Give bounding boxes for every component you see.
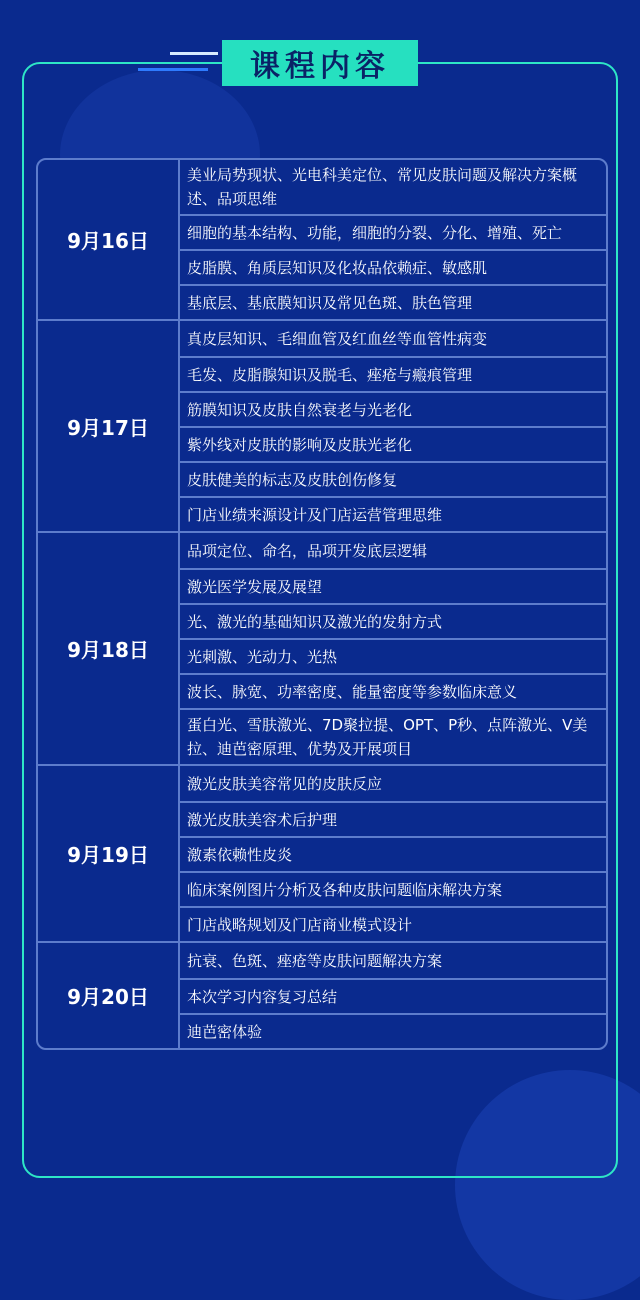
topic-item: 皮肤健美的标志及皮肤创伤修复 — [180, 461, 606, 496]
day-date: 9月16日 — [38, 160, 180, 319]
topic-list — [180, 533, 606, 764]
topic-item: 光刺激、光动力、光热 — [180, 638, 606, 673]
day-date: 9月20日 — [38, 943, 180, 1048]
schedule-day — [38, 531, 606, 764]
topic-item: 激光皮肤美容常见的皮肤反应 — [187, 774, 383, 793]
topic-item: 迪芭密体验 — [180, 1013, 606, 1048]
day-date: 9月17日 — [38, 321, 180, 531]
day-date: 9月19日 — [38, 766, 180, 941]
schedule-day — [38, 764, 606, 941]
topic-item: 本次学习内容复习总结 — [180, 978, 606, 1013]
topic-item: 激光医学发展及展望 — [180, 568, 606, 603]
topic-item: 光、激光的基础知识及激光的发射方式 — [180, 603, 606, 638]
topic-list — [180, 766, 606, 941]
topic-item: 门店战略规划及门店商业模式设计 — [180, 906, 606, 941]
topic-item: 毛发、皮脂腺知识及脱毛、痤疮与瘢痕管理 — [180, 356, 606, 391]
title-decoration-line — [138, 68, 208, 71]
topic-item: 紫外线对皮肤的影响及皮肤光老化 — [180, 426, 606, 461]
topic-item: 品项定位、命名，品项开发底层逻辑 — [187, 541, 428, 560]
topic-item: 皮脂膜、角质层知识及化妆品依赖症、敏感肌 — [180, 249, 606, 284]
day-date: 9月18日 — [38, 533, 180, 764]
schedule-day — [38, 941, 606, 1048]
topic-list — [180, 321, 606, 531]
topic-list — [180, 160, 606, 319]
topic-item: 美业局势现状、光电科美定位、常见皮肤问题及解决方案概述、品项思维 — [187, 166, 578, 208]
topic-item: 门店业绩来源设计及门店运营管理思维 — [180, 496, 606, 531]
topic-item: 基底层、基底膜知识及常见色斑、肤色管理 — [180, 284, 606, 319]
topic-item: 真皮层知识、毛细血管及红血丝等血管性病变 — [187, 329, 488, 348]
topic-list — [180, 943, 606, 1048]
schedule-day — [38, 160, 606, 319]
schedule-day — [38, 319, 606, 531]
title-decoration-line — [170, 52, 218, 55]
topic-item: 抗衰、色斑、痤疮等皮肤问题解决方案 — [187, 951, 443, 970]
topic-item: 激素依赖性皮炎 — [180, 836, 606, 871]
topic-item: 激光皮肤美容术后护理 — [180, 801, 606, 836]
page-title: 课程内容 — [222, 40, 418, 86]
topic-item: 细胞的基本结构、功能，细胞的分裂、分化、增殖、死亡 — [180, 214, 606, 249]
topic-item: 临床案例图片分析及各种皮肤问题临床解决方案 — [180, 871, 606, 906]
topic-item: 波长、脉宽、功率密度、能量密度等参数临床意义 — [180, 673, 606, 708]
course-schedule-table — [36, 158, 608, 1050]
topic-item: 蛋白光、雪肤激光、7D聚拉提、OPT、P秒、点阵激光、V美拉、迪芭密原理、优势及开展项目 — [180, 708, 606, 764]
topic-item: 筋膜知识及皮肤自然衰老与光老化 — [180, 391, 606, 426]
